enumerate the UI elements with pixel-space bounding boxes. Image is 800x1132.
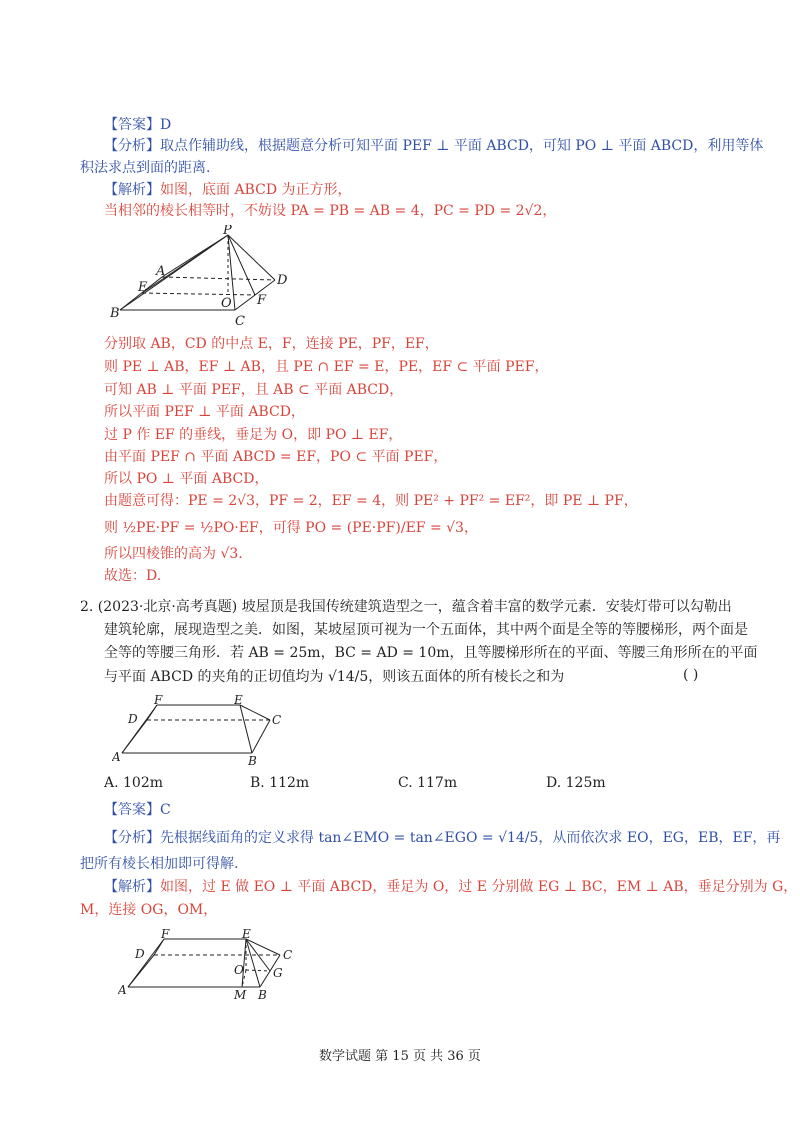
label-F: F bbox=[161, 927, 170, 941]
solution-tag: 【解析】 bbox=[104, 879, 160, 895]
solution-line: 所以 PO ⊥ 平面 ABCD， bbox=[104, 471, 269, 487]
label-A: A bbox=[156, 264, 166, 279]
edge-EF bbox=[142, 293, 255, 295]
solution-text-cont: M，连接 OG，OM， bbox=[80, 902, 218, 918]
answer-value: C bbox=[160, 802, 171, 818]
analysis-text: 先根据线面角的定义求得 tan∠EMO = tan∠EGO = √14/5，从而依次求 EO，EG，EB，EF，再 bbox=[160, 830, 781, 846]
answer-paren: ( ) bbox=[683, 667, 699, 683]
solution-line: 由平面 PEF ∩ 平面 ABCD = EF，PO ⊂ 平面 PEF， bbox=[104, 449, 448, 465]
question-2-line: 全等的等腰三角形．若 AB = 25m，BC = AD = 10m，且等腰梯形所在的平面、等腰三角形所在的平面 bbox=[104, 645, 758, 661]
edge-EB bbox=[246, 939, 260, 987]
solution-line: 故选：D. bbox=[104, 568, 162, 584]
label-E: E bbox=[138, 280, 148, 295]
label-A: A bbox=[118, 983, 127, 997]
question-2-line: 2. (2023·北京·高考真题) 坡屋顶是我国传统建筑造型之一，蕴含着丰富的数学元素．安装灯带可以勾勒出 bbox=[80, 599, 732, 615]
solution-line: 可知 AB ⊥ 平面 PEF，且 AB ⊂ 平面 ABCD， bbox=[104, 382, 404, 398]
label-D: D bbox=[128, 712, 138, 726]
answer-line-1 bbox=[104, 115, 171, 135]
label-E: E bbox=[234, 695, 243, 707]
label-E: E bbox=[242, 927, 251, 941]
edge-BC bbox=[252, 720, 270, 753]
label-C: C bbox=[283, 948, 293, 962]
solution-text: 如图，底面 ABCD 为正方形， bbox=[160, 182, 352, 198]
solution-line: 过 P 作 EF 的垂线，垂足为 O，即 PO ⊥ EF， bbox=[104, 427, 403, 443]
roof-figure bbox=[112, 695, 287, 767]
solution-line: 由题意可得：PE = 2√3，PF = 2，EF = 4，则 PE² + PF² = EF²，即 PE ⊥ PF， bbox=[104, 493, 638, 509]
solution-line: 当相邻的棱长相等时，不妨设 PA = PB = AB = 4，PC = PD = 2√2， bbox=[104, 203, 557, 219]
analysis-tag: 【分析】 bbox=[104, 138, 160, 154]
label-C: C bbox=[272, 713, 282, 727]
analysis-tag: 【分析】 bbox=[104, 830, 160, 846]
answer-value: D bbox=[160, 117, 172, 133]
label-F: F bbox=[154, 695, 163, 707]
option-a[interactable]: A. 102m bbox=[104, 775, 164, 791]
option-c[interactable]: C. 117m bbox=[398, 775, 458, 791]
q2-solution-line bbox=[104, 877, 797, 897]
label-D: D bbox=[277, 273, 288, 288]
q2-analysis-line bbox=[104, 828, 780, 848]
edge-PD bbox=[228, 235, 275, 280]
analysis-text-cont: 积法求点到面的距离. bbox=[80, 160, 211, 176]
label-B: B bbox=[110, 306, 120, 321]
solution-line: 所以四棱锥的高为 √3. bbox=[104, 546, 243, 562]
analysis-line-1 bbox=[104, 136, 763, 156]
solution-line: 所以平面 PEF ⊥ 平面 ABCD， bbox=[104, 404, 305, 420]
question-2-line: 与平面 ABCD 的夹角的正切值均为 √14/5，则该五面体的所有棱长之和为 bbox=[104, 669, 565, 685]
edge-EB bbox=[240, 705, 252, 753]
roof-solution-figure bbox=[118, 927, 303, 1002]
edge-PF bbox=[228, 235, 255, 295]
solution-tag: 【解析】 bbox=[104, 182, 160, 198]
label-B: B bbox=[248, 754, 257, 767]
answer-tag: 【答案】 bbox=[104, 117, 160, 133]
option-d[interactable]: D. 125m bbox=[546, 775, 606, 791]
solution-line: 分别取 AB，CD 的中点 E，F，连接 PE，PF，EF， bbox=[104, 336, 439, 352]
edge-OG bbox=[246, 970, 270, 971]
label-B: B bbox=[258, 988, 267, 1002]
analysis-text: 取点作辅助线，根据题意分析可知平面 PEF ⊥ 平面 ABCD，可知 PO ⊥ 平面 ABCD，利用等体 bbox=[160, 138, 764, 154]
analysis-text-cont: 把所有棱长相加即可得解. bbox=[80, 856, 239, 872]
label-O: O bbox=[221, 296, 232, 311]
label-P: P bbox=[223, 225, 232, 238]
edge-PE bbox=[142, 235, 228, 293]
label-F: F bbox=[257, 293, 267, 308]
label-C: C bbox=[235, 314, 245, 329]
solution-line: 则 PE ⊥ AB，EF ⊥ AB，且 PE ∩ EF = E，PE，EF ⊂ 平面 PEF， bbox=[104, 359, 549, 375]
label-A: A bbox=[112, 750, 121, 764]
edge-FD bbox=[154, 939, 164, 955]
solution-line: 则 ½PE·PF = ½PO·EF，可得 PO = (PE·PF)/EF = √3， bbox=[104, 520, 478, 536]
solution-text: 如图，过 E 做 EO ⊥ 平面 ABCD，垂足为 O，过 E 分别做 EG ⊥ BC，EM ⊥ AB，垂足分别为 G， bbox=[160, 879, 798, 895]
q2-answer-line bbox=[104, 800, 171, 820]
pyramid-figure bbox=[110, 225, 300, 330]
label-D: D bbox=[135, 947, 145, 961]
label-O: O bbox=[234, 963, 244, 977]
edge-EC bbox=[240, 705, 270, 720]
edge-FA bbox=[128, 939, 164, 987]
label-M: M bbox=[234, 988, 247, 1002]
edge-FD bbox=[147, 705, 157, 720]
label-G: G bbox=[273, 966, 283, 980]
answer-tag: 【答案】 bbox=[104, 802, 160, 818]
option-b[interactable]: B. 112m bbox=[250, 775, 310, 791]
solution-line-1 bbox=[104, 180, 352, 200]
edge-EC bbox=[246, 939, 280, 955]
page-footer: 数学试题 第 15 页 共 36 页 bbox=[319, 1049, 481, 1064]
question-2-line: 建筑轮廓，展现造型之美．如图，某坡屋顶可视为一个五面体，其中两个面是全等的等腰梯形，两个面是 bbox=[104, 622, 748, 638]
edge-AD bbox=[162, 277, 275, 280]
